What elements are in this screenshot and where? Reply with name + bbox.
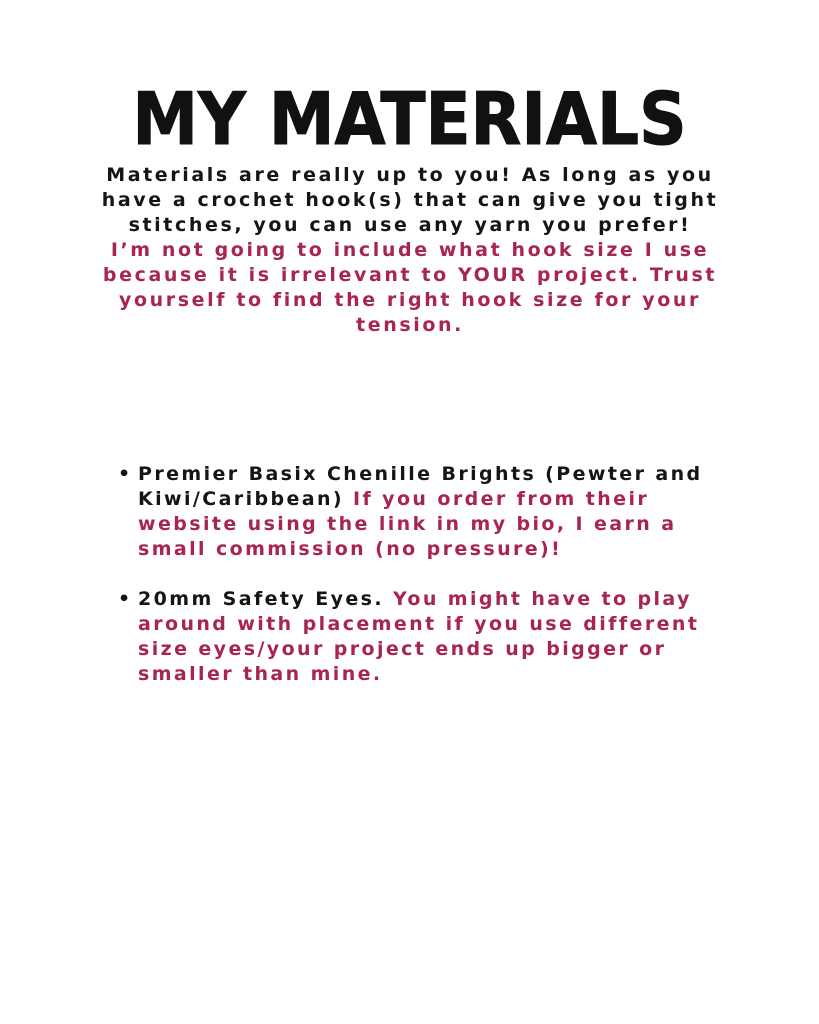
list-item <box>118 587 728 687</box>
materials-list <box>118 462 728 712</box>
page-title: MY MATERIALS <box>132 76 687 162</box>
bullet-icon: • <box>118 588 131 610</box>
material-note: You might have to play around with placement if you use different size eyes/your project ends up bigger or smaller than mine. <box>138 588 700 685</box>
bullet-icon: • <box>118 463 131 485</box>
intro-block <box>96 163 724 338</box>
material-note: If you order from their website using the link in my bio, I earn a small commission (no pressure)! <box>138 488 677 560</box>
material-name: Premier Basix Chenille Brights (Pewter and Kiwi/Caribbean) <box>138 463 703 510</box>
list-item <box>118 462 728 562</box>
hook-size-note: I’m not going to include what hook size I use because it is irrelevant to YOUR project. Trust yourself to find the right hook size for your tension. <box>102 239 718 336</box>
intro-text: Materials are really up to you! As long as you have a crochet hook(s) that can give you tight stitches, you can use any yarn you prefer! <box>101 164 719 236</box>
material-name: 20mm Safety Eyes. <box>138 588 384 610</box>
